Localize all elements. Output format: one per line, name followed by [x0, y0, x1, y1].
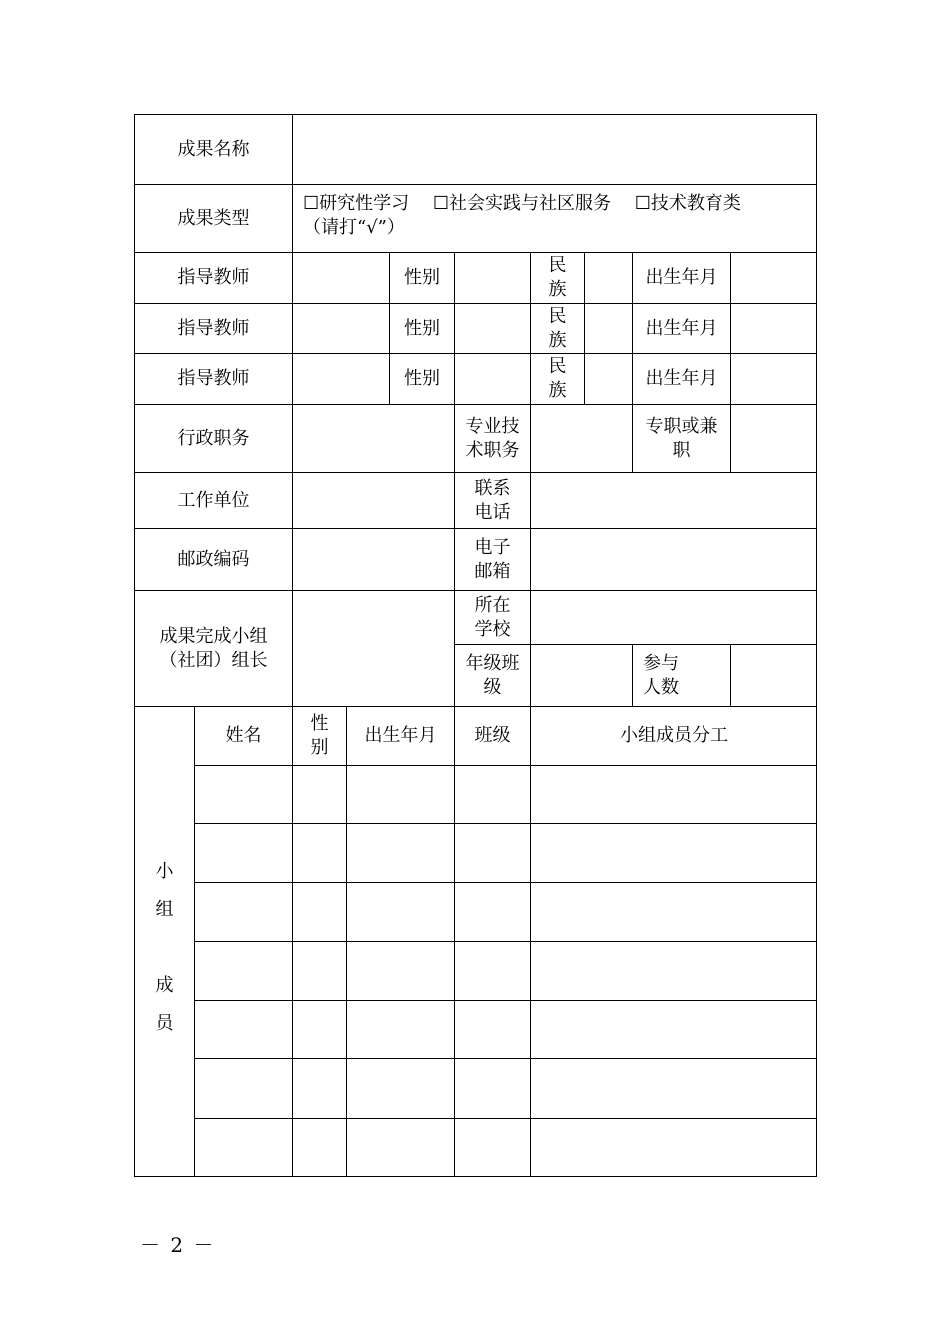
member-name-cell[interactable] [194, 1118, 292, 1177]
teacher-label-1-text: 指导教师 [177, 267, 250, 288]
teacher-gender-label-2-text: 性别 [404, 317, 440, 339]
admin-post-label-text: 行政职务 [177, 427, 250, 449]
teacher-ethnicity-field-1[interactable] [584, 252, 632, 303]
tech-post-label-text: 专业技 术职务 [465, 415, 520, 461]
member-birth-cell[interactable] [346, 765, 454, 823]
member-name-cell[interactable] [194, 1058, 292, 1118]
col-duty-header-text: 小组成员分工 [620, 725, 728, 746]
teacher-label-2-text: 指导教师 [177, 317, 250, 339]
col-class-header-text: 班级 [474, 725, 511, 746]
member-class-cell[interactable] [454, 765, 530, 823]
teacher-birth-label-3 [632, 353, 730, 404]
teacher-label-1 [134, 252, 292, 303]
teacher-ethnicity-label-3-text: 民 族 [548, 356, 567, 401]
teacher-birth-label-3-text: 出生年月 [645, 368, 718, 389]
fulltime-label-text: 专职或兼 职 [645, 415, 718, 461]
tech-post-field[interactable] [530, 404, 632, 472]
teacher-gender-label-1 [389, 252, 454, 303]
member-duty-cell[interactable] [530, 1000, 817, 1058]
teacher-gender-field-1[interactable] [454, 252, 530, 303]
result-type-options[interactable] [292, 184, 817, 252]
result-type-label [134, 184, 292, 252]
admin-post-field[interactable] [292, 404, 454, 472]
teacher-label-3 [134, 353, 292, 404]
work-unit-label-text: 工作单位 [177, 489, 250, 511]
members-label-text: 小 组 成 员 [155, 861, 174, 1034]
member-class-cell[interactable] [454, 1118, 530, 1177]
grade-label [454, 644, 530, 706]
member-duty-cell[interactable] [530, 765, 817, 823]
member-birth-cell[interactable] [346, 1058, 454, 1118]
col-birth-header [346, 706, 454, 765]
leader-field[interactable] [292, 590, 454, 706]
member-class-cell[interactable] [454, 882, 530, 941]
postcode-field[interactable] [292, 528, 454, 590]
teacher-gender-field-3[interactable] [454, 353, 530, 404]
email-label [454, 528, 530, 590]
col-duty-header [530, 706, 817, 765]
col-gender-header [292, 706, 346, 765]
tech-post-label [454, 404, 530, 472]
member-gender-cell[interactable] [292, 1000, 346, 1058]
member-class-cell[interactable] [454, 1000, 530, 1058]
member-birth-cell[interactable] [346, 1000, 454, 1058]
teacher-label-2 [134, 303, 292, 353]
participants-field[interactable] [730, 644, 817, 706]
members-label [134, 706, 194, 1177]
member-name-cell[interactable] [194, 823, 292, 882]
teacher-birth-label-2 [632, 303, 730, 353]
teacher-ethnicity-label-2 [530, 303, 584, 353]
teacher-label-3-text: 指导教师 [177, 368, 250, 389]
page-number: － 2 － [140, 1233, 216, 1257]
member-class-cell[interactable] [454, 941, 530, 1000]
member-class-cell[interactable] [454, 1058, 530, 1118]
result-type-label-text: 成果类型 [177, 207, 250, 229]
member-name-cell[interactable] [194, 765, 292, 823]
teacher-ethnicity-field-2[interactable] [584, 303, 632, 353]
teacher-gender-label-3-text: 性别 [404, 368, 440, 389]
member-gender-cell[interactable] [292, 882, 346, 941]
school-label-text: 所在 学校 [474, 594, 511, 640]
member-name-cell[interactable] [194, 941, 292, 1000]
participants-label [632, 644, 730, 706]
teacher-birth-field-1[interactable] [730, 252, 817, 303]
grade-field[interactable] [530, 644, 632, 706]
leader-label [134, 590, 292, 706]
teacher-birth-label-2-text: 出生年月 [645, 317, 718, 339]
teacher-gender-label-2 [389, 303, 454, 353]
member-gender-cell[interactable] [292, 823, 346, 882]
result-name-label-text: 成果名称 [177, 138, 250, 160]
member-duty-cell[interactable] [530, 1058, 817, 1118]
teacher-birth-label-1-text: 出生年月 [645, 267, 718, 288]
phone-field[interactable] [530, 472, 817, 528]
teacher-ethnicity-label-1 [530, 252, 584, 303]
member-duty-cell[interactable] [530, 1118, 817, 1177]
grade-label-text: 年级班 级 [465, 652, 520, 698]
member-birth-cell[interactable] [346, 882, 454, 941]
work-unit-field[interactable] [292, 472, 454, 528]
teacher-ethnicity-field-3[interactable] [584, 353, 632, 404]
member-birth-cell[interactable] [346, 823, 454, 882]
teacher-gender-label-1-text: 性别 [404, 267, 440, 288]
member-name-cell[interactable] [194, 1000, 292, 1058]
member-name-cell[interactable] [194, 882, 292, 941]
col-class-header [454, 706, 530, 765]
teacher-name-field-3[interactable] [292, 353, 389, 404]
school-field[interactable] [530, 590, 817, 644]
member-birth-cell[interactable] [346, 941, 454, 1000]
teacher-gender-field-2[interactable] [454, 303, 530, 353]
member-gender-cell[interactable] [292, 1058, 346, 1118]
leader-label-text: 成果完成小组 （社团）组长 [159, 625, 268, 671]
col-name-header-text: 姓名 [225, 725, 262, 746]
postcode-label [134, 528, 292, 590]
member-duty-cell[interactable] [530, 882, 817, 941]
work-unit-label [134, 472, 292, 528]
email-field[interactable] [530, 528, 817, 590]
teacher-name-field-1[interactable] [292, 252, 389, 303]
member-duty-cell[interactable] [530, 941, 817, 1000]
col-gender-header-text: 性 别 [310, 713, 329, 758]
member-gender-cell[interactable] [292, 941, 346, 1000]
teacher-ethnicity-label-3 [530, 353, 584, 404]
postcode-label-text: 邮政编码 [177, 548, 250, 570]
teacher-ethnicity-label-2-text: 民 族 [548, 305, 567, 351]
fulltime-label [632, 404, 730, 472]
member-gender-cell[interactable] [292, 1118, 346, 1177]
result-name-field[interactable] [292, 114, 817, 184]
school-label [454, 590, 530, 644]
member-birth-cell[interactable] [346, 1118, 454, 1177]
teacher-ethnicity-label-1-text: 民 族 [548, 255, 567, 300]
fulltime-field[interactable] [730, 404, 817, 472]
phone-label-text: 联系 电话 [474, 477, 511, 523]
member-class-cell[interactable] [454, 823, 530, 882]
col-name-header [194, 706, 292, 765]
teacher-gender-label-3 [389, 353, 454, 404]
teacher-birth-field-3[interactable] [730, 353, 817, 404]
teacher-name-field-2[interactable] [292, 303, 389, 353]
admin-post-label [134, 404, 292, 472]
col-birth-header-text: 出生年月 [364, 725, 437, 746]
member-gender-cell[interactable] [292, 765, 346, 823]
teacher-birth-label-1 [632, 252, 730, 303]
email-label-text: 电子 邮箱 [474, 536, 511, 582]
phone-label [454, 472, 530, 528]
result-type-options-text: ☐研究性学习 ☐社会实践与社区服务 ☐技术教育类 （请打“√”） [303, 193, 741, 238]
member-duty-cell[interactable] [530, 823, 817, 882]
teacher-birth-field-2[interactable] [730, 303, 817, 353]
participants-label-text: 参与 人数 [643, 652, 679, 698]
result-name-label [134, 114, 292, 184]
